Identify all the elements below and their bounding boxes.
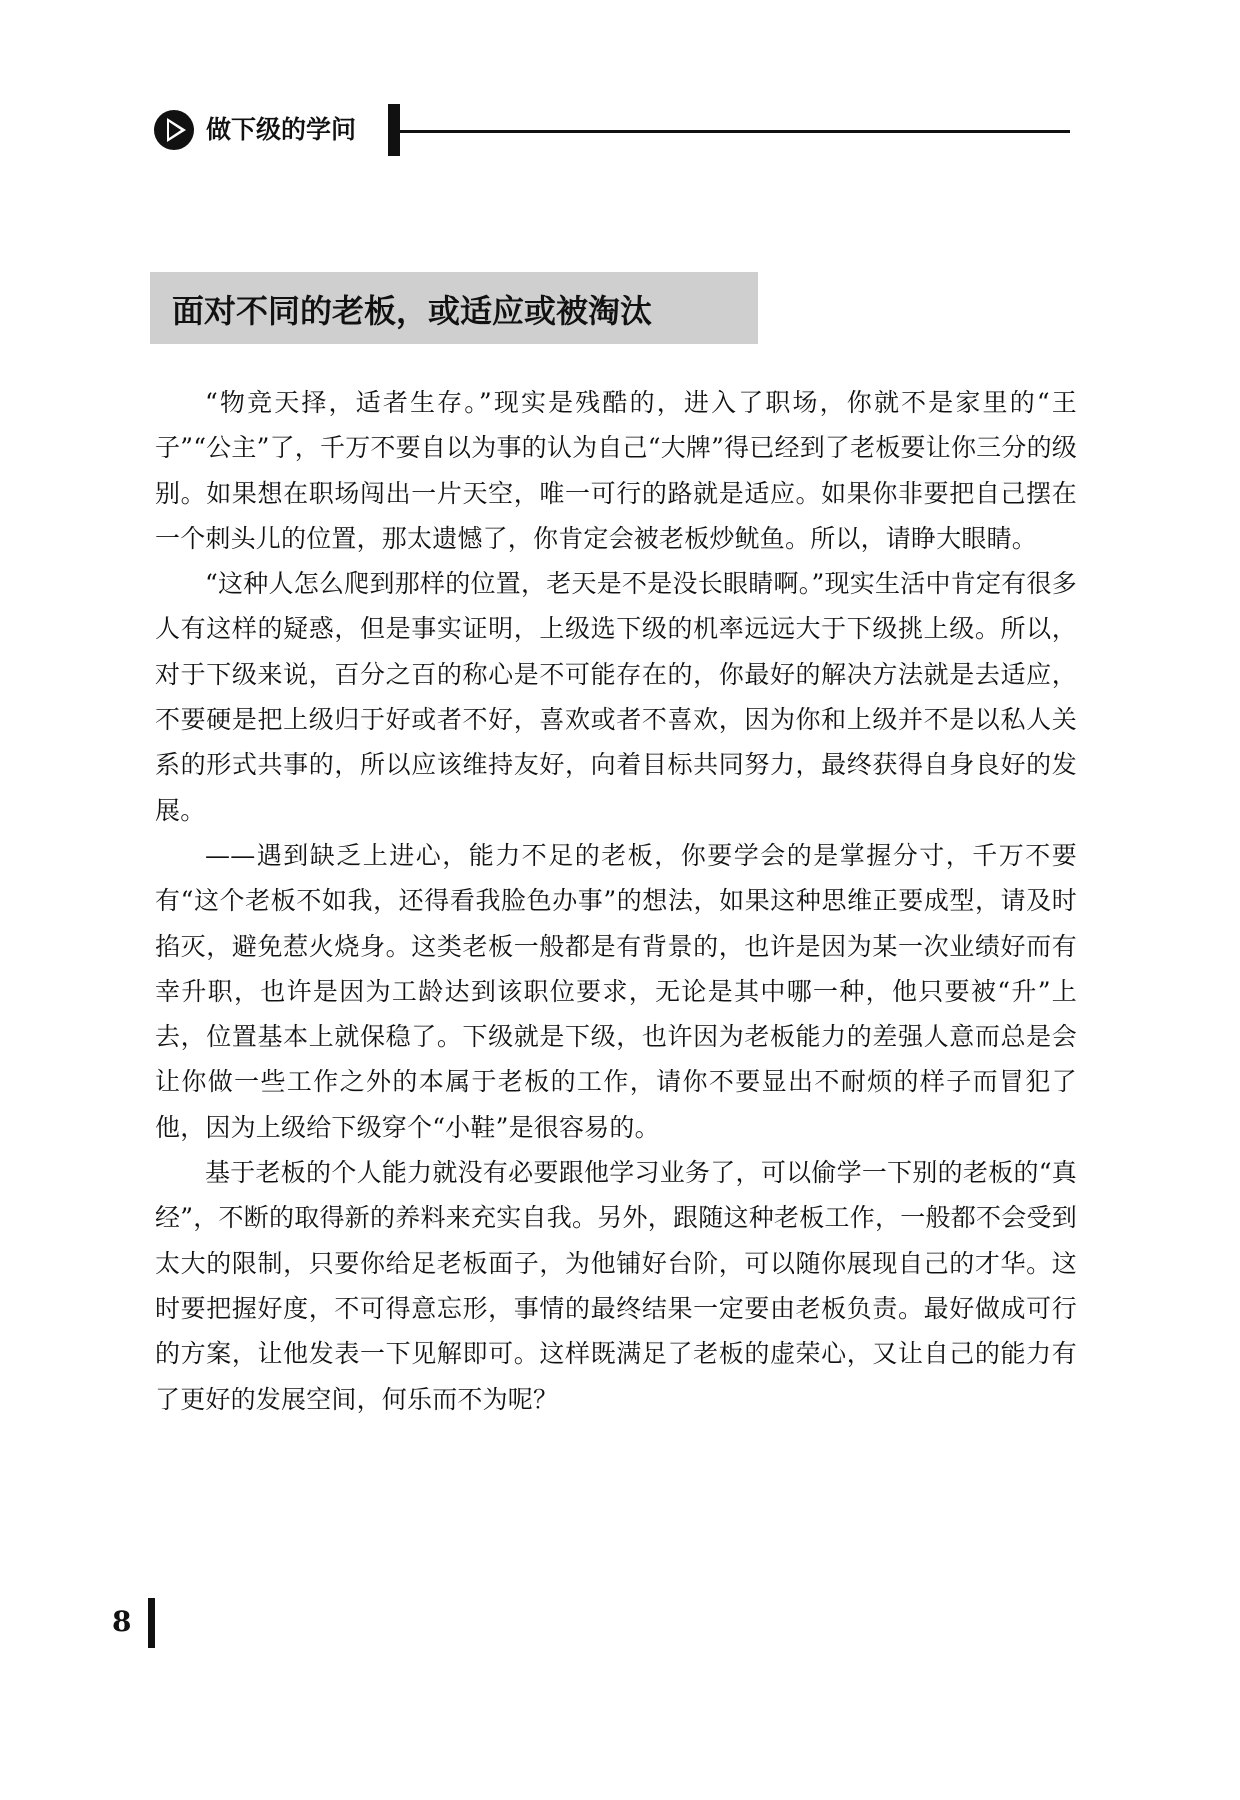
paragraph: “这种人怎么爬到那样的位置，老天是不是没长眼睛啊。”现实生活中肯定有很多人有这样的疑惑，但是事实证明，上级选下级的机率远远大于下级挑上级。所以，对于下级来说，百分之百的称心是不可能存在的，你最好的解决方法就是去适应，不要硬是把上级归于好或者不好，喜欢或者不喜欢，因为你和上级并不是以私人关系的形式共事的，所以应该维持友好，向着目标共同努力，最终获得自身良好的发展。 (155, 569, 1077, 825)
play-circle-icon (152, 108, 196, 152)
section-title: 面对不同的老板，或适应或被淘汰 (172, 292, 653, 330)
page-number-bar (148, 1598, 155, 1648)
body-text (155, 380, 1077, 1422)
running-header (150, 104, 1072, 154)
header-rule (400, 130, 1070, 133)
paragraph: “物竞天择，适者生存。”现实是残酷的，进入了职场，你就不是家里的“王子”“公主”了，千万不要自以为事的认为自己“大牌”得已经到了老板要让你三分的级别。如果想在职场闯出一片天空，唯一可行的路就是适应。如果你非要把自己摆在一个刺头儿的位置，那太遗憾了，你肯定会被老板炒鱿鱼。所以，请睁大眼睛。 (155, 388, 1077, 553)
running-header-title: 做下级的学问 (206, 115, 357, 144)
page-number: 8 (112, 1605, 132, 1638)
section-heading-band (150, 272, 758, 344)
header-divider-bar (388, 104, 400, 156)
paragraph: 基于老板的个人能力就没有必要跟他学习业务了，可以偷学一下别的老板的“真经”，不断的取得新的养料来充实自我。另外，跟随这种老板工作，一般都不会受到太大的限制，只要你给足老板面子，为他铺好台阶，可以随你展现自己的才华。这时要把握好度，不可得意忘形，事情的最终结果一定要由老板负责。最好做成可行的方案，让他发表一下见解即可。这样既满足了老板的虚荣心，又让自己的能力有了更好的发展空间，何乐而不为呢？ (155, 1158, 1077, 1414)
paragraph: ——遇到缺乏上进心，能力不足的老板，你要学会的是掌握分寸，千万不要有“这个老板不如我，还得看我脸色办事”的想法，如果这种思维正要成型，请及时掐灭，避免惹火烧身。这类老板一般都是有背景的，也许是因为某一次业绩好而有幸升职，也许是因为工龄达到该职位要求，无论是其中哪一种，他只要被“升”上去，位置基本上就保稳了。下级就是下级，也许因为老板能力的差强人意而总是会让你做一些工作之外的本属于老板的工作，请你不要显出不耐烦的样子而冒犯了他，因为上级给下级穿个“小鞋”是很容易的。 (155, 840, 1077, 1142)
